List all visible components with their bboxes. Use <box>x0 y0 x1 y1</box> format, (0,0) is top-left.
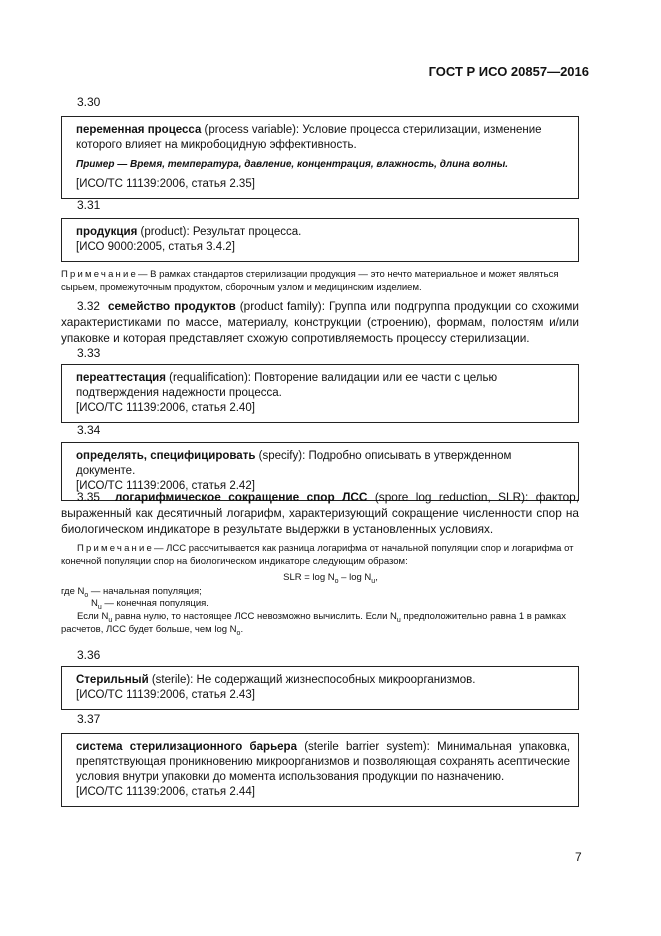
text: — начальная популяция; <box>88 586 202 597</box>
definition: (spore log reduction, SLR): фактор, выраженный как десятичный логарифм, характеризующий сокращение численности спор на биологическом индикаторе в результате выдержки в установленных условиях. <box>61 490 580 536</box>
definition-box <box>61 218 579 262</box>
definition-box <box>61 733 579 807</box>
note-label: Примечание <box>77 543 154 554</box>
term: логарифмическое сокращение спор ЛСС <box>114 490 368 504</box>
definition-box <box>61 666 579 710</box>
term: продукция <box>76 226 138 238</box>
definition-paragraph <box>61 298 579 346</box>
definition-box <box>61 364 579 423</box>
note-text: — ЛСС рассчитывается как разница логарифма от начальной популяции спор и логарифма от конечной популяции спор на биологическом индикаторе следующим образом: <box>61 543 574 567</box>
definition: (process variable): Условие процесса стерилизации, изменение которого влияет на микробоцидную эффективность. <box>76 124 542 151</box>
note <box>61 268 579 294</box>
formula-part: , <box>375 572 378 583</box>
subscript: u <box>97 603 102 611</box>
where-line <box>91 598 209 611</box>
reference: [ИСО/ТС 11139:2006, статья 2.35] <box>76 178 255 190</box>
text: . <box>240 624 244 635</box>
formula-part: SLR = log N <box>283 572 335 583</box>
subscript: u <box>371 577 376 585</box>
term: Стерильный <box>76 674 149 686</box>
term: переаттестация <box>76 372 166 384</box>
note-line <box>77 611 566 624</box>
definition: (product family): Группа или подгруппа продукции со схожими характеристиками по массе, материалу, конструкции (строению), формам, полостям и/или упаковке и которая представляет схожую сопротивляемость процессу стерилизации. <box>61 299 580 345</box>
section-number: 3.35 <box>77 490 100 504</box>
subscript: o <box>334 577 339 585</box>
section-number: 3.33 <box>77 346 101 360</box>
text: где N <box>61 586 85 597</box>
definition-box <box>61 116 579 199</box>
formula <box>0 572 661 585</box>
definition-text <box>76 673 570 688</box>
reference: [ИСО/ТС 11139:2006, статья 2.44] <box>76 786 255 798</box>
reference: [ИСО/ТС 11139:2006, статья 2.40] <box>76 402 255 414</box>
term: система стерилизационного барьера <box>76 741 297 753</box>
definition: (sterile barrier system): Минимальная упаковка, препятствующая проникновению микроорганизмов и позволяющая сохранять асептические условия внутри упаковки до момента использования продукции по назначению. <box>76 741 570 783</box>
definition: (requalification): Повторение валидации или ее части с целью подтверждения надежности процесса. <box>76 372 498 399</box>
definition-text <box>76 449 570 479</box>
reference: [ИСО/ТС 11139:2006, статья 2.43] <box>76 689 255 701</box>
note <box>61 542 579 568</box>
term: семейство продуктов <box>107 299 236 313</box>
section-number: 3.37 <box>77 712 101 726</box>
subscript: u <box>108 616 113 624</box>
text: предположительно равна 1 в рамках <box>400 611 566 622</box>
text: равна нулю, то настоящее ЛСС невозможно вычислить. Если N <box>112 611 397 622</box>
definition-text <box>76 123 570 153</box>
reference: [ИСО 9000:2005, статья 3.4.2] <box>76 241 235 253</box>
subscript: o <box>84 591 89 599</box>
note-line <box>61 624 243 637</box>
text: N <box>91 598 98 609</box>
section-number: 3.30 <box>77 95 101 109</box>
section-number: 3.34 <box>77 423 101 437</box>
term: переменная процесса <box>76 124 202 136</box>
text: расчетов, ЛСС будет больше, чем log N <box>61 624 237 635</box>
text: Если N <box>77 611 109 622</box>
example: Пример — Время, температура, давление, концентрация, влажность, длина волны. <box>76 159 509 170</box>
definition: (specify): Подробно описывать в утвержденном документе. <box>76 450 512 477</box>
definition: (product): Результат процесса. <box>137 226 302 238</box>
definition-text <box>76 225 570 240</box>
section-number: 3.31 <box>77 198 101 212</box>
definition: (sterile): Не содержащий жизнеспособных микроорганизмов. <box>148 674 476 686</box>
term: определять, специфицировать <box>76 450 256 462</box>
note-label: Примечание <box>61 269 138 280</box>
formula-part: – log N <box>338 572 372 583</box>
page-number: 7 <box>575 850 582 864</box>
where-line <box>61 586 202 599</box>
subscript: u <box>396 616 401 624</box>
note-text: — В рамках стандартов стерилизации продукция — это нечто материальное и может являться сырьем, промежуточным продуктом, сборочным узлом и медицинским изделием. <box>61 269 559 293</box>
reference: [ИСО/ТС 11139:2006, статья 2.42] <box>76 480 255 492</box>
definition-text <box>76 371 570 401</box>
text: — конечная популяция. <box>101 598 209 609</box>
section-number: 3.36 <box>77 648 101 662</box>
subscript: o <box>236 629 241 637</box>
document-header: ГОСТ Р ИСО 20857—2016 <box>428 64 589 79</box>
definition-paragraph <box>61 489 579 537</box>
section-number: 3.32 <box>77 299 100 313</box>
definition-text <box>76 740 570 785</box>
